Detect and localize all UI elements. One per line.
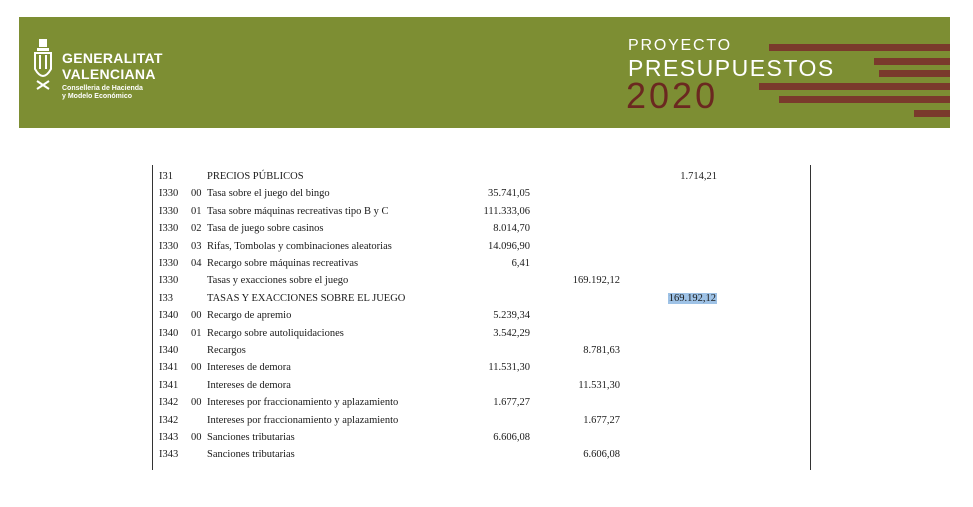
table-row (0, 328, 973, 345)
row-subcode: 03 (191, 240, 202, 252)
row-description: Intereses por fraccionamiento y aplazamiento (207, 397, 399, 409)
table-row (0, 258, 973, 275)
row-code: I341 (159, 362, 179, 374)
row-value-subtotal: 1.677,27 (583, 414, 620, 426)
table-row (0, 241, 973, 258)
table-row (0, 345, 973, 362)
table-row (0, 449, 973, 466)
row-value-subtotal: 8.781,63 (583, 345, 620, 356)
row-code: I341 (159, 379, 179, 391)
project-year: 2020 (626, 75, 719, 116)
decor-stripe (759, 83, 950, 90)
table-row (0, 171, 973, 188)
row-value-subtotal: 169.192,12 (572, 275, 620, 287)
row-value-detail: 14.096,90 (488, 240, 530, 252)
row-code: I340 (159, 327, 179, 339)
table-row (0, 310, 973, 327)
row-description: Intereses de demora (207, 379, 291, 391)
coat-of-arms-icon (33, 39, 53, 91)
row-description: Recargos (207, 345, 246, 356)
row-value-total: 169.192,12 (668, 292, 716, 304)
row-code: I33 (159, 292, 173, 304)
row-value-detail: 11.531,30 (488, 362, 530, 374)
row-description: PRECIOS PÚBLICOS (207, 171, 304, 182)
row-code: I342 (159, 397, 179, 409)
row-code: I340 (159, 345, 179, 356)
row-value-detail: 3.542,29 (493, 327, 530, 339)
decor-stripe (914, 110, 950, 117)
row-value-detail: 35.741,05 (488, 188, 530, 200)
table-row (0, 223, 973, 240)
table-row (0, 397, 973, 414)
row-value-total: 1.714,21 (680, 171, 717, 182)
row-code: I330 (159, 240, 179, 252)
decor-stripe (769, 44, 950, 51)
decor-stripe (779, 96, 950, 103)
row-subcode: 00 (191, 310, 202, 322)
org-name-line1: GENERALITAT (62, 50, 163, 66)
row-value-detail: 1.677,27 (493, 397, 530, 409)
row-value-detail: 111.333,06 (483, 205, 530, 217)
row-subcode: 02 (191, 223, 202, 235)
row-description: Recargo sobre autoliquidaciones (207, 327, 344, 339)
department-line1: Conselleria de Hacienda (62, 85, 143, 92)
row-subcode: 00 (191, 397, 202, 409)
table-row (0, 432, 973, 449)
row-value-detail: 8.014,70 (493, 223, 530, 235)
row-description: Tasas y exacciones sobre el juego (207, 275, 349, 287)
row-subcode: 00 (191, 188, 202, 200)
decor-stripe (874, 58, 950, 65)
row-code: I343 (159, 449, 179, 461)
table-row (0, 206, 973, 223)
org-name-line2: VALENCIANA (62, 66, 156, 82)
row-value-detail: 5.239,34 (493, 310, 530, 322)
table-row (0, 188, 973, 205)
row-code: I330 (159, 223, 179, 235)
row-description: Sanciones tributarias (207, 449, 295, 461)
department-line2: y Modelo Económico (62, 93, 133, 100)
row-code: I343 (159, 432, 179, 443)
row-subcode: 01 (191, 205, 202, 217)
table-row (0, 415, 973, 432)
project-title-line2: PRESUPUESTOS (628, 55, 835, 81)
table-row (0, 275, 973, 292)
row-description: TASAS Y EXACCIONES SOBRE EL JUEGO (207, 292, 406, 304)
row-value-detail: 6,41 (511, 258, 530, 269)
decor-stripe (879, 70, 950, 77)
row-code: I330 (159, 275, 179, 287)
header-banner (19, 17, 950, 128)
row-description: Tasa de juego sobre casinos (207, 223, 324, 235)
row-code: I330 (159, 205, 179, 217)
row-value-subtotal: 11.531,30 (578, 379, 620, 391)
row-subcode: 01 (191, 327, 202, 339)
row-code: I330 (159, 188, 179, 200)
row-code: I340 (159, 310, 179, 322)
row-subcode: 00 (191, 362, 202, 374)
row-description: Recargo sobre máquinas recreativas (207, 258, 359, 269)
row-value-subtotal: 6.606,08 (583, 449, 620, 461)
row-description: Intereses de demora (207, 362, 291, 374)
row-value-detail: 6.606,08 (493, 432, 530, 443)
row-code: I31 (159, 171, 173, 182)
row-description: Tasa sobre el juego del bingo (207, 188, 330, 200)
row-description: Recargo de apremio (207, 310, 292, 322)
table-row (0, 380, 973, 397)
row-code: I342 (159, 414, 179, 426)
row-code: I330 (159, 258, 179, 269)
row-subcode: 00 (191, 432, 202, 443)
table-row (0, 362, 973, 379)
project-title-line1: PROYECTO (628, 37, 732, 54)
row-description: Intereses por fraccionamiento y aplazamiento (207, 414, 399, 426)
row-subcode: 04 (191, 258, 202, 269)
row-description: Rifas, Tombolas y combinaciones aleatorias (207, 240, 392, 252)
table-row (0, 293, 973, 310)
row-description: Tasa sobre máquinas recreativas tipo B y C (207, 205, 389, 217)
row-description: Sanciones tributarias (207, 432, 295, 443)
